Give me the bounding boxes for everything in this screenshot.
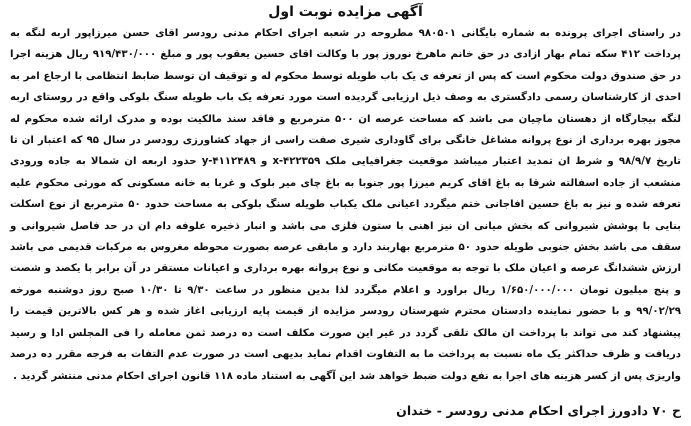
notice-signature: ح ۷۰ دادورز اجرای احکام مدنی رودسر - خندان [396, 403, 681, 418]
notice-title: آگهی مزایده نوبت اول [268, 4, 423, 20]
notice-body: در راستای اجرای پرونده به شماره بایگانی ۹۸۰۵۰۱ مطروحه در شعبه اجرای احکام مدنی رودسر اقای حسن میرزاپور اربه لنگه به پرداخت ۴۱۲ سکه تمام بهار ازادی در حق خانم ماهرخ نوروز پور با وکالت اقای حسین یعقوب پور و مبلغ ۹۱۹/۴۳۰/۰۰۰ ریال هزینه اجرا در حق صندوق دولت محکوم است که پس از تعرفه ی یک باب طویله توسط محکوم له و توقیف ان توسط ضابط انتظامی با ارجاع امر به احدی از کارشناسان رسمی دادگستری به وصف ذیل ارزیابی گردیده است مورد تعرفه یک باب طویله سنگ بلوکی واقع در روستای اربه لنگه بیجارگاه از دهستان ماچیان می باشد که مساحت عرصه ان ۵۰۰ مترمربع و فاقد سند مالکیت بوده و مدرک ارائه شده محکوم له مجوز بهره برداری از نوع پروانه مشاغل خانگی برای گاوداری شیری صفت راسی از جهاد کشاورزی رودسر در سال ۹۵ که اعتبار ان تا تاریخ ۹۸/۹/۷ و شرط ان تمدید اعتبار میباشد موقعیت جغرافیایی ملک x-۴۲۲۳۵۹ و y-۴۱۱۲۴۸۹ حدود اربعه ان شمالا به جاده ورودی منشعب از جاده اسفالته شرقا به باغ اقای کریم میرزا پور جنوبا به باغ چای میر بلوک و غربا به خانه مسکونی که مورثی محکوم علیه تعرفه شده و نیز به باغ حسین افاجانی ختم میگردد اعیانی ملک یکباب طویله سنگ بلوکی به مساحت حدود ۵۰ مترمربع از نوع اسکلت بنایی با پوشش شیروانی که بخش میانی ان نیز اهنی با ستون فلزی می باشد و انبار ذخیره علوفه دام ان در حد فاصل شیروانی و سقف می باشد بخش جنوبی طویله حدود ۵۰ مترمربع بهاربند دارد و مابقی عرصه بصورت محوطه مغروس به مرکبات قدیمی می باشد ارزش ششدانگ عرصه و اعیان ملک با توجه به موقعیت مکانی و نوع پروانه بهره برداری و اعیانات مستقر در آن برابر با یکصد و شصت و پنج میلیون تومان ۱/۶۵۰/۰۰۰/۰۰۰ ریال براورد و اعلام میگردد لذا بدین منظور در ساعت ۹/۳۰ تا ۱۰/۳۰ صبح روز دوشنبه مورخه ۹۹/۰۲/۲۹ و با حضور نماینده دادستان محترم شهرستان رودسر مزایده از قیمت پایه ارزیابی اغاز شده و هر کس بالاترین قیمت را پیشنهاد کند می تواند با پرداخت ان مالک تلقی گردد در غیر این صورت مکلف است ده درصد ثمن معامله را فی المجلس ادا و رسید دریافت و ظرف حداکثر یک ماه نسبت به پرداخت ما به التفاوت اقدام نماید بدیهی است در صورت عدم التفات به فرجه مقرر ده درصد واریزی پس از کسر هزینه های اجرا به نفع دولت ضبط خواهد شد این آگهی به استناد ماده ۱۱۸ قانون اجرای احکام مدنی منتشر گردید . [10, 28, 681, 382]
